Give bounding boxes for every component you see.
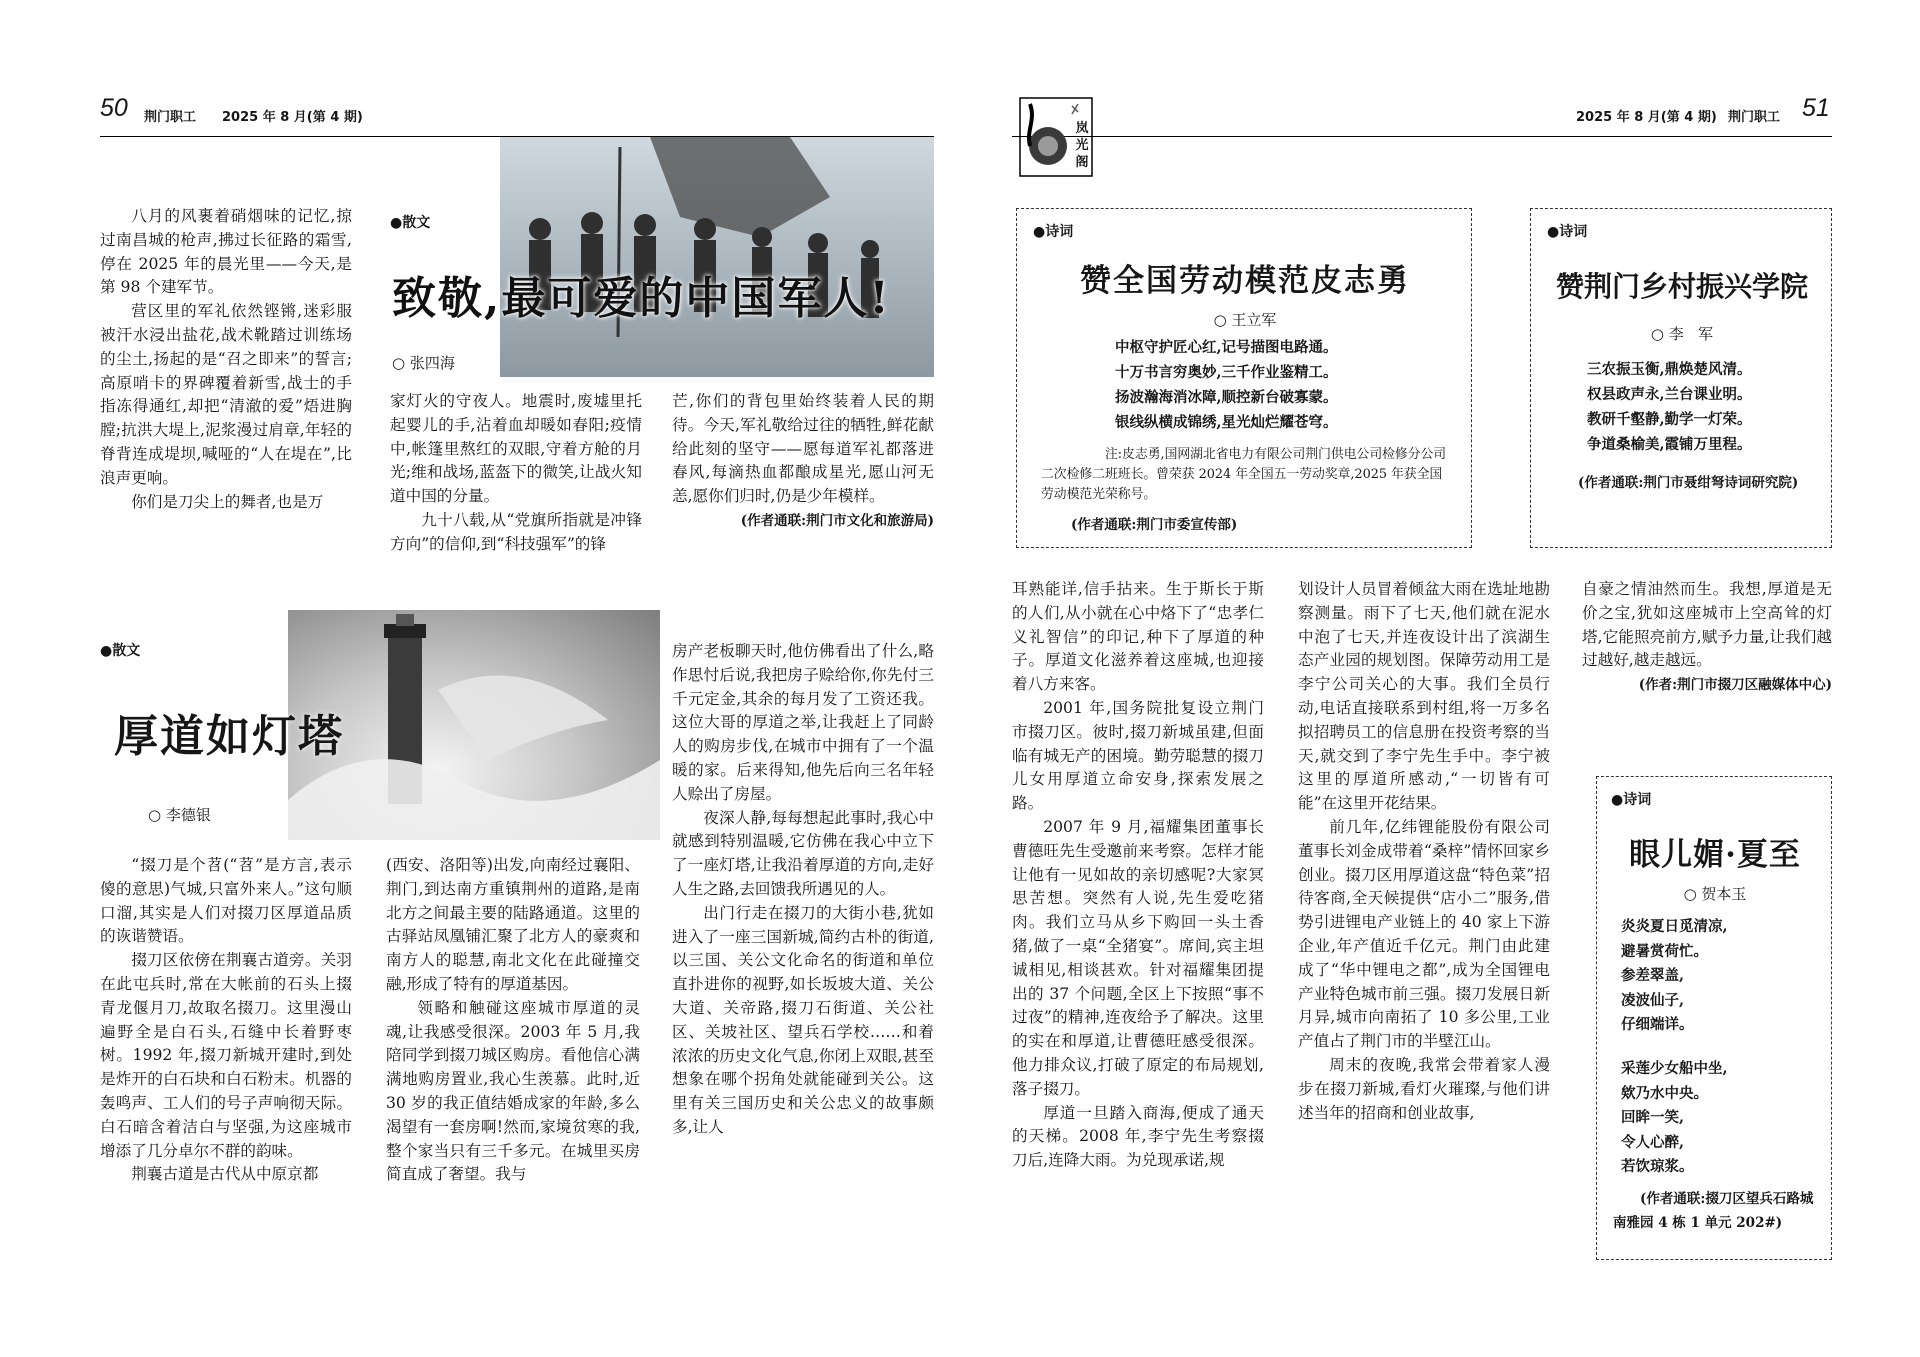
poem-line: 争道桑榆美,霞铺万里程。 — [1587, 436, 1752, 453]
article1-author: ○ 张四海 — [392, 354, 455, 372]
flag-soldiers-illustration — [500, 137, 934, 377]
poem-line: 采莲少女船中坐, — [1621, 1060, 1728, 1077]
column-logo-text: 岚光阁 — [1075, 121, 1089, 170]
poem-line: 三农振玉衡,鼎焕楚风清。 — [1587, 361, 1752, 378]
poem1-author: ○ 王立军 — [1213, 311, 1277, 329]
issue-left: 2025 年 8 月(第 4 期) — [222, 110, 363, 125]
poem-line: 凌波仙子, — [1621, 991, 1685, 1009]
poem-line: 回眸一笑, — [1621, 1109, 1685, 1126]
poem3-title: 眼儿媚·夏至 — [1629, 837, 1801, 873]
poem1-title: 赞全国劳动模范皮志勇 — [1080, 263, 1410, 299]
publication-left: 荆门职工 — [144, 110, 197, 125]
poem2-title: 赞荆门乡村振兴学院 — [1555, 270, 1808, 303]
page-number-right: 51 — [1802, 94, 1830, 122]
article2-column-4: 耳熟能详,信手拈来。生于斯长于斯的人们,从小就在心中烙下了“忠孝仁义礼智信”的印记,种下了厚道的种子。厚道文化滋养着这座城,也迎接着八方来客。 2001 年,国务院批复设立荆门市掇刀区。彼时,掇刀新城虽建,但面临有城无产的困境。勤劳聪慧的掇刀儿女用厚道立命安身,探索发展之路。 2007 年 9 月,福耀集团董事长曹德旺先生受邀前来考察。怎样才能让他有一见如故的亲切感呢?大家冥思苦想。突然有人说,先生爱吃猪肉。我们立马从乡下购回一头土香猪,做了一桌“全猪宴”。席间,宾主坦诚相见,相谈甚欢。针对福耀集团提出的 37 个问题,全区上下按照“事不过夜”的精神,连夜给予了解决。这里的实在和厚道,让曹德旺感受很深。他力排众议,打破了原定的布局规划,落子掇刀。 厚道一旦踏入商海,便成了通天的天梯。2008 年,李宁先生考察掇刀后,连降大雨。为兑现承诺,规 — [1012, 580, 1264, 1170]
poem-line: 银线纵横成锦绣,星光灿烂耀苍穹。 — [1115, 414, 1338, 431]
article1-column-2: 家灯火的守夜人。地震时,废墟里托起婴儿的手,沾着血却暖如春阳;疫情中,帐篷里熬红的双眼,守着方舱的月光;维和战场,蓝盔下的微笑,让战火知道中国的分量。 九十八载,从“党旗所指就是冲锋方向”的信仰,到“科技强军”的锋 — [390, 392, 642, 553]
poem2-author: ○ 李 军 — [1650, 325, 1714, 343]
poem2-box — [1530, 208, 1832, 548]
poem-line: 避暑赏荷忙。 — [1621, 942, 1708, 960]
poem3-author: ○ 贺本玉 — [1683, 885, 1747, 903]
column-logo — [1016, 94, 1096, 180]
article2-column-1: “掇刀是个苕(“苕”是方言,表示傻的意思)气城,只富外来人。”这句顺口溜,其实是人们对掇刀区厚道品质的诙谐赞语。 掇刀区依傍在荆襄古道旁。关羽在此屯兵时,常在大帐前的石头上掇青龙偃月刀,故取名掇刀。这里漫山遍野全是白石头,石缝中长着野枣树。1992 年,掇刀新城开建时,到处是炸开的白石块和白石粉末。机器的轰鸣声、工人们的号子声响彻天际。白石暗含着洁白与坚强,为这座城市增添了几分卓尔不群的韵味。 荆襄古道是古代从中原京都 — [100, 856, 352, 1184]
article2-column-3: 房产老板聊天时,他仿佛看出了什么,略作思忖后说,我把房子赊给你,你先付三千元定金,其余的每月发了工资还我。这位大哥的厚道之举,让我赶上了同龄人的购房步伐,在城市中拥有了一个温暖的家。后来得知,他先后向三名年轻人赊出了房屋。 夜深人静,每每想起此事时,我心中就感到特别温暖,它仿佛在我心中立下了一座灯塔,让我沿着厚道的方向,走好人生之路,去回馈我所遇见的人。 出门行走在掇刀的大街小巷,犹如进入了一座三国新城,简约古朴的街道,以三国、关公文化命名的街道和单位直扑进你的视野,如长坂坡大道、关公大道、关帝路,掇刀石街道、关公社区、关坡社区、望兵石学校……和着浓浓的历史文化气息,你闭上双眼,甚至想象在哪个拐角处就能碰到关公。这里有关三国历史和关公忠义的故事颇多,让人 — [672, 642, 934, 1136]
poem-line: 权县政声永,兰台课业明。 — [1587, 386, 1752, 403]
article2-title: 厚道如灯塔 — [114, 711, 344, 762]
article2-credit: (作者:荆门市掇刀区融媒体中心) — [1638, 677, 1832, 694]
poem2-lines — [1587, 357, 1752, 457]
poem-line: 参差翠盖, — [1621, 967, 1685, 984]
poem-line: 炎炎夏日觅清凉, — [1621, 918, 1728, 935]
issue-right: 2025 年 8 月(第 4 期) — [1576, 110, 1717, 125]
poem1-lines — [1115, 335, 1338, 435]
poem1-note: 注:皮志勇,国网湖北省电力有限公司荆门供电公司检修分公司二次检修二班班长。曾荣获 2024 年全国五一劳动奖章,2025 年获全国劳动模范光荣称号。 — [1041, 447, 1447, 502]
poem-line: 令人心醉, — [1621, 1133, 1685, 1151]
poem-line: 欸乃水中央。 — [1621, 1084, 1708, 1102]
article2-column-2: (西安、洛阳等)出发,向南经过襄阳、荆门,到达南方重镇荆州的道路,是南北方之间最主要的陆路通道。这里的古驿站凤凰铺汇聚了北方人的豪爽和南方人的聪慧,南北文化在此碰撞交融,形成了特有的厚道基因。 领略和触碰这座城市厚道的灵魂,让我感受很深。2003 年 5 月,我陪同学到掇刀城区购房。看他信心满满地购房置业,我心生羡慕。此时,近 30 岁的我正值结婚成家的年龄,多么渴望有一套房啊!然而,家境贫寒的我,整个家当只有三千多元。在城里买房简直成了奢望。我与 — [386, 856, 640, 1184]
poem-line: 十万书言穷奥妙,三千作业鉴精工。 — [1115, 364, 1338, 381]
poem2-credit: (作者通联:荆门市聂绀弩诗词研究院) — [1578, 475, 1799, 491]
poem1-box — [1016, 208, 1472, 548]
section-label-prose-1: ●散文 — [390, 215, 431, 231]
poem1-section-label: ●诗词 — [1033, 224, 1074, 240]
article1-credit: (作者通联:荆门市文化和旅游局) — [740, 512, 934, 529]
poem1-credit: (作者通联:荆门市委宣传部) — [1071, 517, 1238, 533]
poem-line: 教研千壑静,勤学一灯荣。 — [1587, 411, 1752, 428]
poem-line: 仔细端详。 — [1621, 1016, 1694, 1033]
article1-title: 致敬,最可爱的中国军人! — [392, 273, 891, 324]
section-label-prose-2: ●散文 — [100, 643, 141, 659]
article1-column-3: 芒,你们的背包里始终装着人民的期待。今天,军礼敬给过往的牺牲,鲜花献给此刻的坚守——愿每道军礼都落进春风,每滴热血都酿成星光,愿山河无恙,愿你们归时,仍是少年模样。 (作者通联:荆门市文化和旅游局) — [672, 390, 934, 590]
article1-column-1: 八月的风裹着硝烟味的记忆,掠过南昌城的枪声,拂过长征路的霜雪,停在 2025 年的晨光里——今天,是第 98 个建军节。 营区里的军礼依然铿锵,迷彩服被汗水浸出盐花,战术靴踏过训练场的尘土,扬起的是“召之即来”的誓言;高原哨卡的界碑覆着新雪,战士的手指冻得通红,却把“清澈的爱”焐进胸膛;抗洪大堤上,泥浆漫过肩章,年轻的脊背连成堤坝,喊哑的“人在堤在”,比浪声更响。 你们是刀尖上的舞者,也是万 — [100, 207, 352, 511]
article2-column-5: 划设计人员冒着倾盆大雨在选址地勘察测量。雨下了七天,他们就在泥水中泡了七天,并连夜设计出了滨湖生态产业园的规划图。保障劳动用工是李宁公司关心的大事。我们全员行动,电话直接联系到村组,将一万多名拟招聘员工的信息册在投资考察的当天,就交到了李宁先生手中。李宁被这里的厚道所感动,“一切皆有可能”在这里开花结果。 前几年,亿纬锂能股份有限公司董事长刘金成带着“桑梓”情怀回家乡创业。掇刀区用厚道这盘“特色菜”招待客商,全天候提供“店小二”服务,借势引进锂电产业链上的 40 家上下游企业,年产值近千亿元。荆门由此建成了“华中锂电之都”,成为全国锂电产业特色城市前三强。掇刀发展日新月异,城市向南拓了 10 多公里,工业产值占了荆门市的半壁江山。 周末的夜晚,我常会带着家人漫步在掇刀新城,看灯火璀璨,与他们讲述当年的招商和创业故事, — [1298, 580, 1550, 1122]
poem3-stanza-1 — [1621, 915, 1728, 1038]
poem-line: 若饮琼浆。 — [1621, 1158, 1694, 1175]
article2-author: ○ 李德银 — [148, 806, 211, 824]
poem3-credit: (作者通联:掇刀区望兵石路城南雅园 4 栋 1 单元 202#) — [1613, 1191, 1814, 1231]
poem3-box — [1596, 776, 1832, 1260]
article2-column-6: 自豪之情油然而生。我想,厚道是无价之宝,犹如这座城市上空高耸的灯塔,它能照亮前方,赋予力量,让我们越过越好,越走越远。 (作者:荆门市掇刀区融媒体中心) — [1582, 578, 1832, 758]
poem3-stanza-2 — [1621, 1057, 1728, 1180]
poem2-section-label: ●诗词 — [1547, 224, 1588, 240]
poem3-section-label: ●诗词 — [1611, 792, 1652, 808]
publication-right: 荆门职工 — [1728, 110, 1781, 125]
poem-line: 中枢守护匠心红,记号描图电路通。 — [1115, 339, 1338, 356]
header-rule-right — [1012, 136, 1832, 137]
page-number-left: 50 — [100, 94, 128, 122]
poem-line: 扬波瀚海消冰障,顺控新台破寡蒙。 — [1115, 389, 1338, 406]
soldiers-photo — [500, 137, 934, 377]
